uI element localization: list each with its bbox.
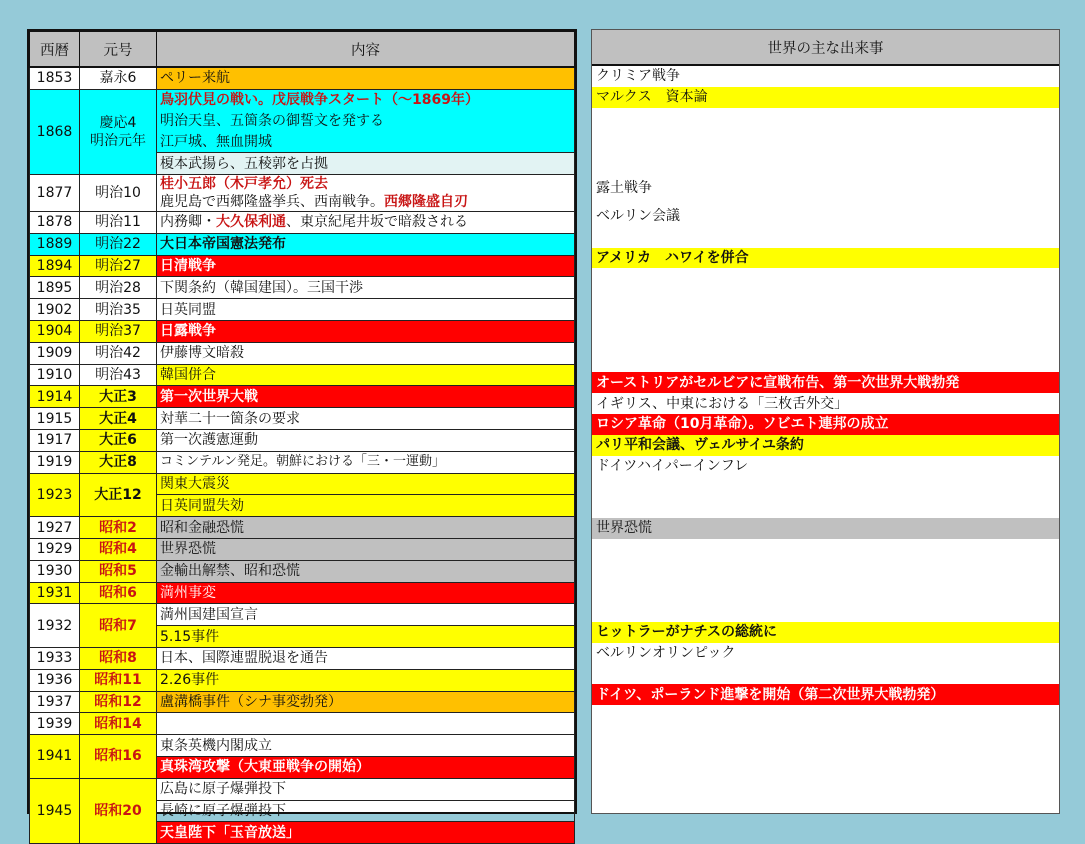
world-events-table [592,30,1059,726]
table-row [30,560,575,582]
table-row [30,538,575,560]
content-emphasis: 大久保利通 [216,214,286,231]
era-cell [80,89,157,174]
content-cell [157,211,575,233]
world-event-cell [592,476,1059,497]
table-row [30,669,575,691]
era-cell: 明治10 [80,174,157,211]
content-cell: 東条英機内閣成立 [157,735,575,757]
world-event-cell [592,601,1059,622]
era-cell: 大正12 [80,473,157,517]
content-cell: 日英同盟 [157,299,575,321]
year-cell: 1933 [30,647,80,669]
year-cell: 1930 [30,560,80,582]
table-row [30,342,575,364]
world-event-cell [592,289,1059,310]
era-cell: 昭和12 [80,691,157,713]
content-cell [157,713,575,735]
content-text: 内務卿・ [160,214,216,231]
world-event-cell [592,560,1059,581]
era-cell: 昭和7 [80,604,157,648]
content-text: 鹿児島で西郷隆盛挙兵、西南戦争。 [160,193,384,210]
era-cell: 昭和11 [80,669,157,691]
content-cell: 昭和金融恐慌 [157,517,575,539]
era-cell: 昭和16 [80,735,157,779]
era-cell: 大正8 [80,451,157,473]
table-row [30,735,575,757]
world-event-cell: 露土戦争 [596,179,652,196]
year-cell: 1877 [30,174,80,211]
era-cell: 明治35 [80,299,157,321]
world-event-cell: イギリス、中東における「三枚舌外交」 [596,395,849,412]
content-cell: 日清戦争 [157,255,575,277]
table-row [30,320,575,342]
table-row [30,517,575,539]
table-row [30,255,575,277]
world-event-cell [592,108,1059,129]
table-row [30,408,575,430]
content-cell: 5.15事件 [157,626,575,648]
era-cell: 大正3 [80,386,157,408]
year-cell: 1902 [30,299,80,321]
table-row [30,647,575,669]
era-cell: 明治43 [80,364,157,386]
table-row [30,582,575,604]
japan-timeline-table-panel [27,29,577,841]
world-event-cell: 世界恐慌 [592,518,1059,539]
world-event-cell: オーストリアがセルビアに宣戦布告、第一次世界大戦勃発 [592,372,1059,393]
content-cell: 大日本帝国憲法発布 [157,233,575,255]
year-cell: 1909 [30,342,80,364]
table-row [30,67,575,89]
world-event-cell [592,580,1059,601]
world-event-cell [592,664,1059,685]
world-event-cell: ロシア革命（10月革命）。ソビエト連邦の成立 [592,414,1059,435]
era-cell: 大正4 [80,408,157,430]
world-event-cell: ドイツ、ポーランド進撃を開始（第二次世界大戦勃発） [592,684,1059,705]
year-cell: 1853 [30,67,80,89]
year-cell: 1878 [30,211,80,233]
era-cell: 昭和6 [80,582,157,604]
table-row [30,778,575,800]
era-cell: 昭和5 [80,560,157,582]
year-cell: 1936 [30,669,80,691]
table-row [30,364,575,386]
world-event-cell [592,128,1059,149]
table-row [30,299,575,321]
content-cell: 伊藤博文暗殺 [157,342,575,364]
header-year: 西暦 [30,32,80,68]
content-cell: 桂小五郎（木戸孝允）死去 [157,174,575,193]
world-event-cell [592,331,1059,352]
era-cell: 大正6 [80,429,157,451]
table-row [30,233,575,255]
content-cell: 世界恐慌 [157,538,575,560]
content-cell: 韓国併合 [157,364,575,386]
year-cell: 1937 [30,691,80,713]
content-cell: 天皇陛下「玉音放送」 [157,822,575,844]
world-event-cell [592,310,1059,331]
world-event-cell: ベルリンオリンピック [596,645,736,662]
world-event-cell: パリ平和会議、ヴェルサイユ条約 [592,435,1059,456]
year-cell: 1919 [30,451,80,473]
content-cell: 盧溝橋事件（シナ事変勃発） [157,691,575,713]
table-row [30,277,575,299]
era-cell: 昭和20 [80,778,157,843]
year-cell: 1929 [30,538,80,560]
content-cell: 下関条約（韓国建国）。三国干渉 [157,277,575,299]
content-cell: 広島に原子爆弾投下 [157,778,575,800]
table-row [30,174,575,193]
table-row [30,691,575,713]
year-cell: 1894 [30,255,80,277]
world-event-cell [592,539,1059,560]
content-cell: コミンテルン発足。朝鮮における「三・一運動」 [157,451,575,473]
year-cell: 1895 [30,277,80,299]
year-cell: 1931 [30,582,80,604]
year-cell: 1915 [30,408,80,430]
year-cell: 1889 [30,233,80,255]
era-cell: 明治37 [80,320,157,342]
year-cell: 1941 [30,735,80,779]
table-row [30,429,575,451]
table-header-row [592,30,1059,65]
era-cell: 明治22 [80,233,157,255]
era-cell: 明治27 [80,255,157,277]
header-content: 内容 [157,32,575,68]
world-event-cell [592,149,1059,170]
year-cell: 1904 [30,320,80,342]
content-cell: 榎本武揚ら、五稜郭を占拠 [157,153,575,175]
era-cell: 昭和8 [80,647,157,669]
content-cell: 長崎に原子爆弾投下 [157,800,575,822]
world-event-cell [592,268,1059,289]
era-line: 慶応4 [99,114,137,131]
header-era: 元号 [80,32,157,68]
content-cell: 江戸城、無血開城 [157,131,575,152]
world-event-cell: マルクス 資本論 [592,87,1059,108]
year-cell: 1914 [30,386,80,408]
era-cell: 昭和14 [80,713,157,735]
table-row [30,713,575,735]
table-row [30,386,575,408]
content-cell: 第一次世界大戦 [157,386,575,408]
header-world-events: 世界の主な出来事 [592,30,1059,65]
era-line: 明治元年 [90,132,146,149]
content-cell: 関東大震災 [157,473,575,495]
world-event-cell: ベルリン会議 [596,208,680,225]
content-cell: 日本、国際連盟脱退を通告 [157,647,575,669]
world-event-cell: アメリカ ハワイを併合 [592,248,1059,269]
content-text: 、東京紀尾井坂で暗殺される [286,214,468,231]
world-event-cell [592,705,1059,726]
table-header-row [30,32,575,68]
content-cell: 対華二十一箇条の要求 [157,408,575,430]
world-event-cell [592,227,1059,248]
world-event-cell [592,352,1059,373]
content-cell: 2.26事件 [157,669,575,691]
world-event-cell: ヒットラーがナチスの総統に [592,622,1059,643]
era-cell: 明治42 [80,342,157,364]
year-cell: 1945 [30,778,80,843]
year-cell: 1932 [30,604,80,648]
content-cell [157,193,575,212]
era-cell: 昭和4 [80,538,157,560]
table-row [30,473,575,495]
content-cell: 日英同盟失効 [157,495,575,517]
content-cell: 金輸出解禁、昭和恐慌 [157,560,575,582]
content-cell: 日露戦争 [157,320,575,342]
content-emphasis: 西郷隆盛自刃 [384,193,468,210]
year-cell: 1910 [30,364,80,386]
era-cell: 明治28 [80,277,157,299]
year-cell: 1939 [30,713,80,735]
content-cell: 明治天皇、五箇条の御誓文を発する [157,111,575,132]
year-cell: 1868 [30,89,80,174]
era-cell: 昭和2 [80,517,157,539]
content-cell: 満州国建国宣言 [157,604,575,626]
year-cell: 1917 [30,429,80,451]
table-row [30,89,575,110]
world-event-cell [592,497,1059,518]
era-cell: 明治11 [80,211,157,233]
world-event-cell: クリミア戦争 [596,68,680,85]
world-events-panel [591,29,1060,814]
content-cell: 鳥羽伏見の戦い。戊辰戦争スタート（～1869年） [157,89,575,110]
table-row [30,604,575,626]
japan-timeline-table [29,31,575,844]
year-cell: 1927 [30,517,80,539]
content-cell: 真珠湾攻撃（大東亜戦争の開始） [157,756,575,778]
content-cell: 満州事変 [157,582,575,604]
content-cell: ペリー来航 [157,67,575,89]
era-cell: 嘉永6 [80,67,157,89]
table-row [30,451,575,473]
year-cell: 1923 [30,473,80,517]
table-row [30,211,575,233]
content-cell: 第一次護憲運動 [157,429,575,451]
world-event-cell: ドイツハイパーインフレ [596,457,749,474]
